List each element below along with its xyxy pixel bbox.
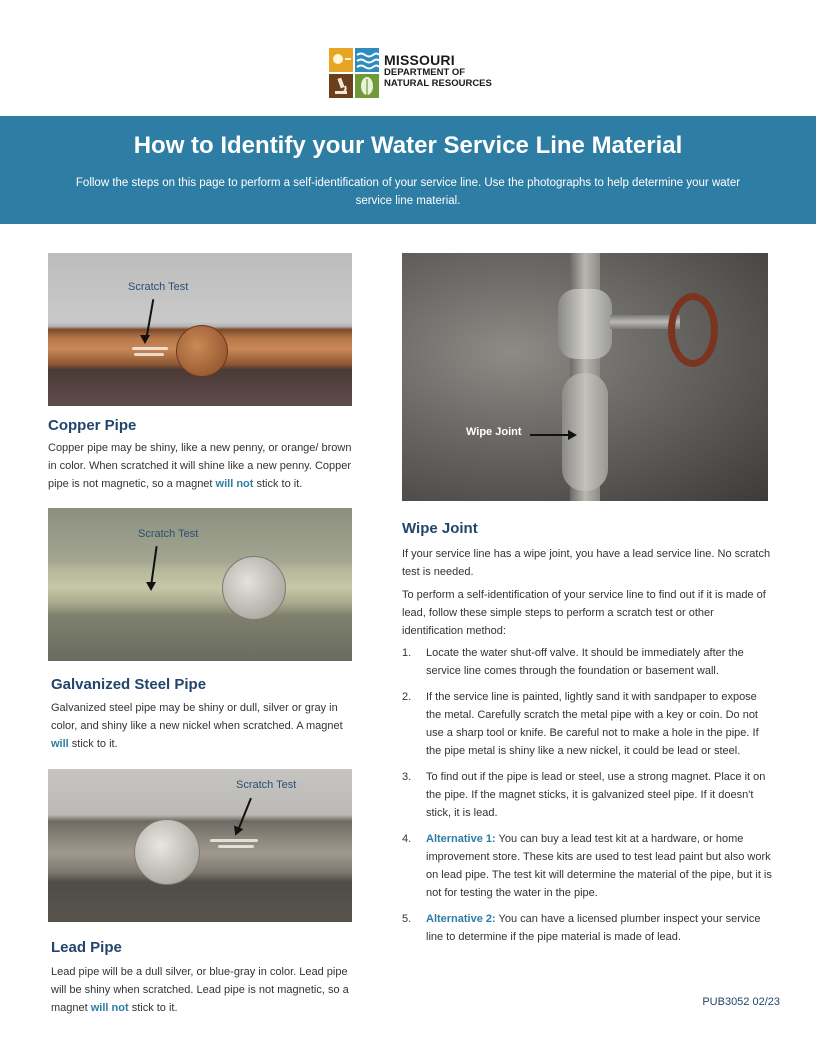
lead-emphasis: will not [90, 1002, 129, 1014]
lead-pipe-photo [48, 769, 352, 922]
logo-line-1: MISSOURI [384, 52, 455, 68]
lead-heading: Lead Pipe [51, 939, 122, 956]
list-item [402, 644, 774, 680]
galvanized-emphasis: will [51, 738, 69, 750]
step-prefix: Alternative 2: [426, 913, 496, 925]
lead-description [51, 963, 357, 1017]
nickel-coin [222, 556, 286, 620]
page-title: How to Identify your Water Service Line Material [133, 132, 683, 159]
galvanized-text-b: stick to it. [68, 738, 118, 750]
galvanized-description [51, 699, 357, 753]
galvanized-pipe-photo [48, 508, 352, 661]
arrow-line [150, 546, 157, 584]
list-item [402, 910, 774, 946]
scratch-mark [134, 353, 164, 356]
page-subtitle: Follow the steps on this page to perform a self-identification of your service line. Use the photographs to help determine your water service line material. [75, 177, 741, 207]
penny-coin [176, 325, 228, 377]
copper-scratch-label: Scratch Test [128, 281, 189, 293]
step-text: You can have a licensed plumber inspect your service line to determine if the pipe material is made of lead. [426, 913, 761, 943]
arrow-head [140, 335, 150, 344]
title-banner [0, 116, 816, 224]
wipe-joint-para-1: If your service line has a wipe joint, you have a lead service line. No scratch test is needed. [402, 548, 771, 578]
scratch-mark [210, 839, 258, 842]
logo-line-2: DEPARTMENT OF [384, 67, 466, 78]
copper-pipe-photo [48, 253, 352, 406]
nickel-coin [134, 819, 200, 885]
dnr-logo [329, 48, 499, 100]
copper-heading: Copper Pipe [48, 417, 137, 434]
scratch-mark [132, 347, 168, 350]
galvanized-text-a: Galvanized steel pipe may be shiny or dull, silver or gray in color, and shiny like a new nickel when scratched. A magnet [51, 702, 343, 732]
wipe-joint-para-2: To perform a self-identification of your service line to find out if it is made of lead, follow these simple steps to perform a scratch test or other identification method: [402, 589, 766, 637]
step-text: Locate the water shut-off valve. It should be immediately after the service line comes through the foundation or basement wall. [426, 647, 744, 677]
logo-tiles [329, 48, 379, 98]
step-number: 1. [402, 647, 412, 659]
step-number: 4. [402, 833, 412, 845]
copper-text-b: stick to it. [253, 478, 303, 490]
copper-description [48, 439, 354, 493]
steps-list [402, 644, 774, 954]
arrow-head [568, 430, 577, 440]
leaf-icon [355, 74, 379, 98]
arrow-head [146, 582, 156, 591]
arrow-head [231, 825, 244, 837]
arrow-line [146, 299, 155, 337]
step-number: 3. [402, 771, 412, 783]
lead-text-a: Lead pipe will be a dull silver, or blue-gray in color. Lead pipe will be shiny when scratched. Lead pipe is not magnetic, so a magnet [51, 966, 349, 1014]
arrow-line [238, 798, 252, 828]
list-item [402, 830, 774, 902]
lead-scratch-label: Scratch Test [236, 779, 297, 791]
microscope-icon [329, 74, 353, 98]
logo-wordmark [384, 53, 492, 89]
step-text: To find out if the pipe is lead or steel, use a strong magnet. Place it on the pipe. If the magnet sticks, it is galvanized steel pipe. If it doesn't stick, it is lead. [426, 771, 766, 819]
publication-number: PUB3052 02/23 [702, 996, 780, 1008]
water-waves-icon [355, 48, 379, 72]
lead-text-b: stick to it. [128, 1002, 178, 1014]
step-prefix: Alternative 1: [426, 833, 496, 845]
wipe-joint-heading: Wipe Joint [402, 520, 478, 537]
sun-icon [329, 48, 353, 72]
list-item [402, 688, 774, 760]
copper-emphasis: will not [215, 478, 254, 490]
list-item [402, 768, 774, 822]
logo-line-3: NATURAL RESOURCES [384, 78, 492, 89]
valve-handle [668, 293, 718, 367]
scratch-mark [218, 845, 254, 848]
step-number: 2. [402, 691, 412, 703]
galvanized-heading: Galvanized Steel Pipe [51, 676, 207, 693]
arrow-line [530, 434, 570, 436]
wipe-joint-label: Wipe Joint [466, 426, 522, 438]
galvanized-scratch-label: Scratch Test [138, 528, 199, 540]
step-text: You can buy a lead test kit at a hardware, or home improvement store. These kits are used to test lead paint but also work on lead pipe. The test kit will determine the material of the pipe, but it is not for testing the water in the pipe. [426, 833, 772, 899]
step-text: If the service line is painted, lightly sand it with sandpaper to expose the metal. Carefully scratch the metal pipe with a key or coin. Do not use a sharp tool or knife. Be careful not to make a hole in the pipe. If the pipe metal is shiny like a new nickel, it could be lead or steel. [426, 691, 759, 757]
copper-text-a: Copper pipe may be shiny, like a new penny, or orange/ brown in color. When scratched it will shine like a new penny. Copper pipe is not magnetic, so a magnet [48, 442, 352, 490]
wipe-joint-photo [402, 253, 768, 501]
shutoff-valve [558, 289, 612, 359]
step-number: 5. [402, 913, 412, 925]
